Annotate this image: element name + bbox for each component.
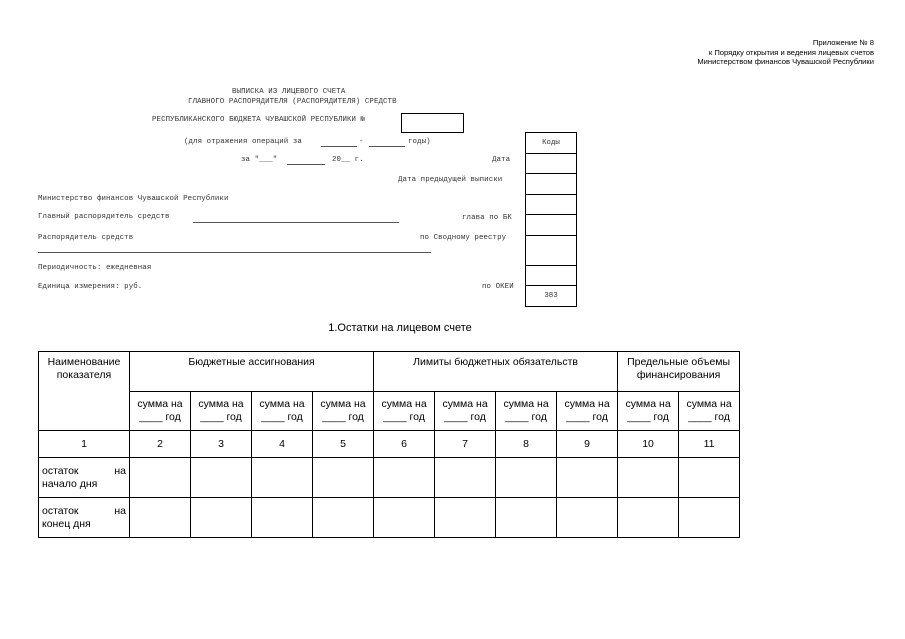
column-number: 3 (191, 431, 252, 458)
period-dash: - (359, 138, 364, 146)
value-cell[interactable] (374, 458, 435, 498)
code-chapter-cell[interactable] (526, 215, 577, 236)
header-indicator-name: Наименование показателя (39, 352, 130, 431)
period-to-field[interactable] (369, 146, 405, 147)
header-budget-allocations: Бюджетные ассигнования (130, 352, 374, 392)
date-year: 20__ г. (332, 156, 364, 164)
code-prev-date-cell[interactable] (526, 174, 577, 195)
value-cell[interactable] (496, 498, 557, 538)
column-number: 8 (496, 431, 557, 458)
code-ministry-cell[interactable] (526, 195, 577, 215)
value-cell[interactable] (374, 498, 435, 538)
value-cell[interactable] (252, 458, 313, 498)
column-number: 7 (435, 431, 496, 458)
period-prefix: (для отражения операций за (184, 138, 302, 146)
value-cell[interactable] (191, 498, 252, 538)
date-month-field[interactable] (287, 164, 325, 165)
sum-header-cell: сумма на ____ год (191, 392, 252, 431)
period-suffix: годы) (408, 138, 431, 146)
statement-title-1: ВЫПИСКА ИЗ ЛИЦЕВОГО СЧЕТА (232, 88, 346, 96)
sum-header-cell: сумма на ____ год (435, 392, 496, 431)
sum-header-cell: сумма на ____ год (313, 392, 374, 431)
account-number-field[interactable] (401, 113, 464, 133)
value-cell[interactable] (313, 498, 374, 538)
manager-field[interactable] (38, 252, 431, 253)
main-manager-field[interactable] (193, 222, 399, 223)
label-chapter: глава по БК (462, 214, 512, 222)
date-prefix: за "___" (241, 156, 278, 164)
column-number: 6 (374, 431, 435, 458)
label-registry: по Сводному реестру (420, 234, 507, 242)
value-cell[interactable] (557, 498, 618, 538)
table-row-closing-balance (39, 498, 740, 538)
value-cell[interactable] (130, 458, 191, 498)
section-title: 1.Остатки на лицевом счете (328, 322, 472, 334)
appendix-note (697, 38, 874, 67)
periodicity-label: Периодичность: ежедневная (38, 264, 152, 272)
code-registry-cell[interactable] (526, 236, 577, 266)
column-number: 10 (618, 431, 679, 458)
value-cell[interactable] (252, 498, 313, 538)
code-okei-cell: 383 (526, 286, 577, 307)
value-cell[interactable] (435, 458, 496, 498)
label-okei: по ОКЕИ (482, 283, 514, 291)
row-label-opening: остаток на начало дня (39, 458, 130, 498)
value-cell[interactable] (618, 458, 679, 498)
appendix-line-3: Министерством финансов Чувашской Республики (697, 57, 874, 67)
label-prev-date: Дата предыдущей выписки (398, 176, 503, 184)
header-financing-limits: Предельные объемы финансирования (618, 352, 740, 392)
appendix-line-1: Приложение № 8 (812, 38, 874, 47)
codes-title: Коды (526, 133, 577, 154)
column-number: 5 (313, 431, 374, 458)
column-number: 11 (679, 431, 740, 458)
value-cell[interactable] (191, 458, 252, 498)
statement-title-2: ГЛАВНОГО РАСПОРЯДИТЕЛЯ (РАСПОРЯДИТЕЛЯ) СРЕДСТВ (188, 98, 397, 106)
sum-header-cell: сумма на ____ год (252, 392, 313, 431)
ministry-name: Министерство финансов Чувашской Республики (38, 195, 229, 203)
value-cell[interactable] (130, 498, 191, 538)
column-number: 4 (252, 431, 313, 458)
value-cell[interactable] (435, 498, 496, 538)
sum-header-row (39, 392, 740, 431)
row-label-closing: остаток на конец дня (39, 498, 130, 538)
sum-header-cell: сумма на ____ год (374, 392, 435, 431)
sum-header-cell: сумма на ____ год (557, 392, 618, 431)
table-row-opening-balance (39, 458, 740, 498)
balances-table (38, 351, 740, 538)
value-cell[interactable] (679, 458, 740, 498)
codes-column (525, 132, 577, 307)
value-cell[interactable] (557, 458, 618, 498)
period-from-field[interactable] (321, 146, 357, 147)
main-manager-label: Главный распорядитель средств (38, 213, 170, 221)
appendix-line-2: к Порядку открытия и ведения лицевых счетов (708, 47, 874, 57)
statement-title-3: РЕСПУБЛИКАНСКОГО БЮДЖЕТА ЧУВАШСКОЙ РЕСПУБЛИКИ № (152, 116, 366, 124)
label-date: Дата (492, 156, 511, 164)
unit-label: Единица измерения: руб. (38, 283, 143, 291)
sum-header-cell: сумма на ____ год (496, 392, 557, 431)
column-number-row (39, 431, 740, 458)
column-number: 1 (39, 431, 130, 458)
column-number: 9 (557, 431, 618, 458)
code-periodicity-cell[interactable] (526, 266, 577, 286)
value-cell[interactable] (679, 498, 740, 538)
sum-header-cell: сумма на ____ год (679, 392, 740, 431)
sum-header-cell: сумма на ____ год (618, 392, 679, 431)
header-budget-limits: Лимиты бюджетных обязательств (374, 352, 618, 392)
value-cell[interactable] (313, 458, 374, 498)
manager-label: Распорядитель средств (38, 234, 134, 242)
value-cell[interactable] (496, 458, 557, 498)
sum-header-cell: сумма на ____ год (130, 392, 191, 431)
column-number: 2 (130, 431, 191, 458)
code-date-cell[interactable] (526, 154, 577, 174)
value-cell[interactable] (618, 498, 679, 538)
